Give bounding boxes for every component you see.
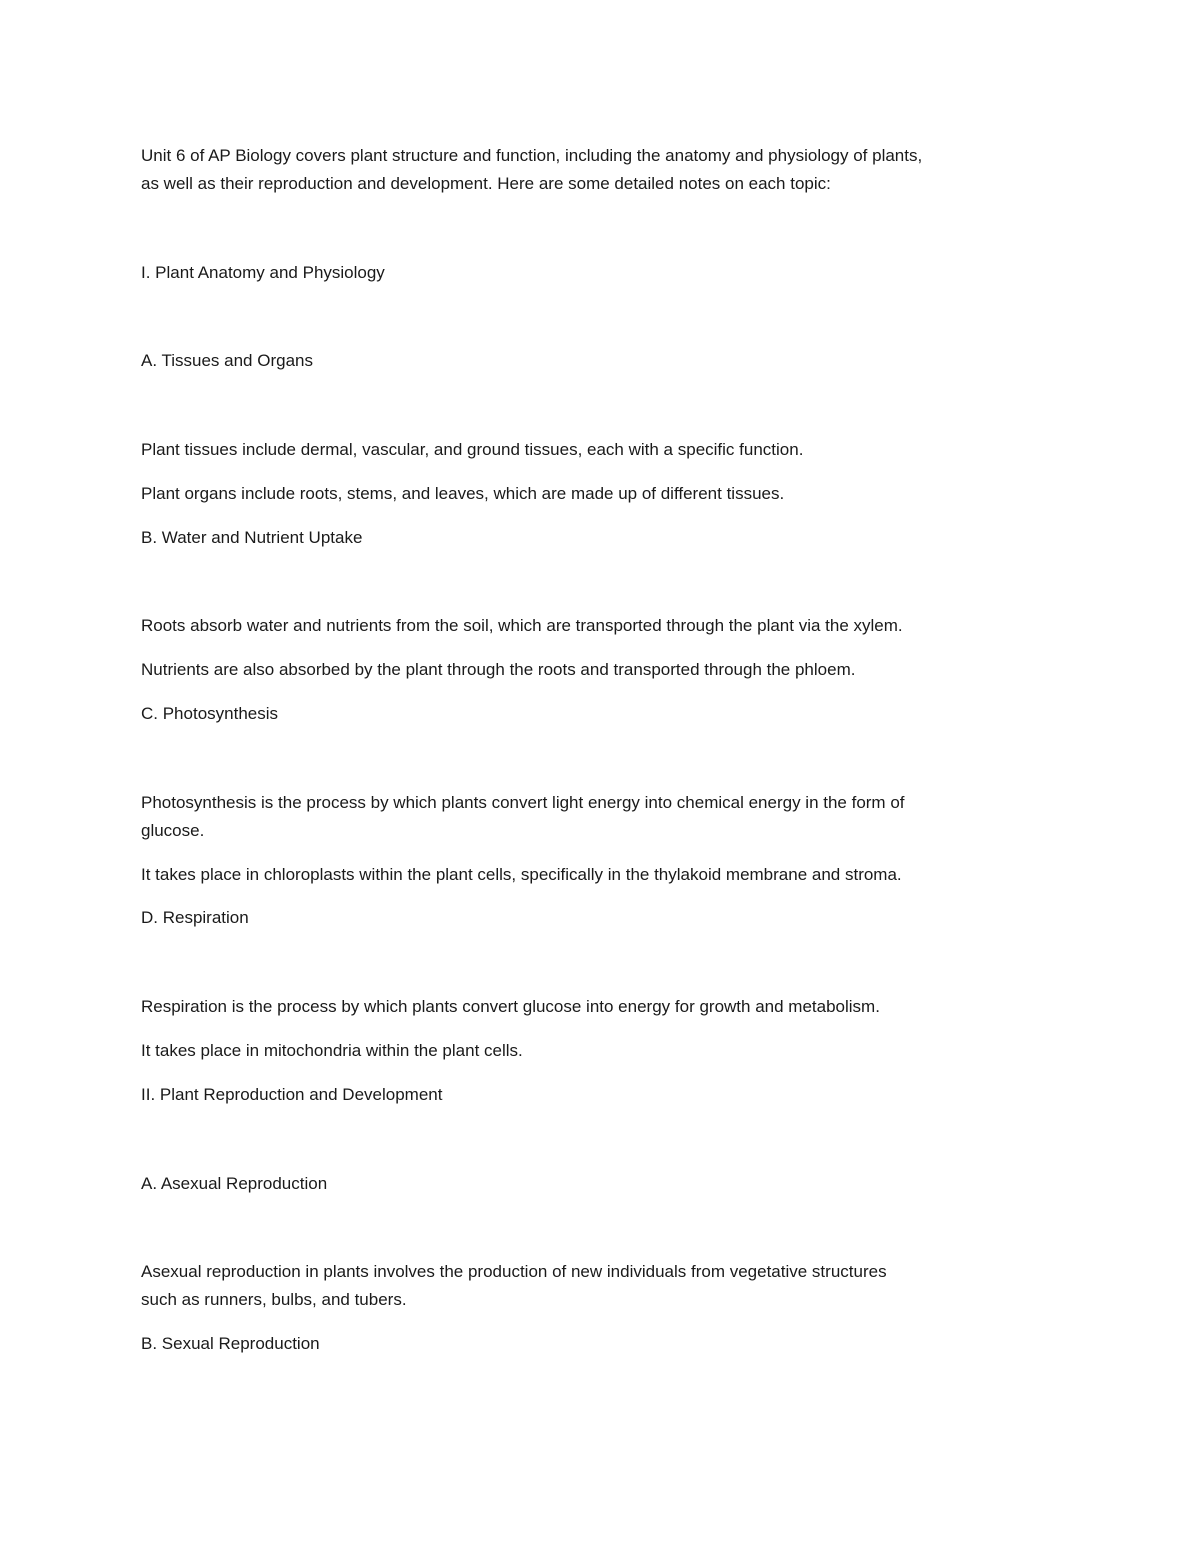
intro-line-2: as well as their reproduction and development. Here are some detailed notes on each topic: <box>141 174 831 193</box>
intro-line-1: Unit 6 of AP Biology covers plant structure and function, including the anatomy and physiology of plants, <box>141 146 923 165</box>
paragraph-nutrients-phloem: Nutrients are also absorbed by the plant through the roots and transported through the phloem. <box>141 660 856 679</box>
paragraph-photosynthesis-line-1: Photosynthesis is the process by which plants convert light energy into chemical energy in the form of <box>141 793 905 812</box>
paragraph-chloroplasts: It takes place in chloroplasts within the plant cells, specifically in the thylakoid membrane and stroma. <box>141 865 902 884</box>
paragraph-plant-organs: Plant organs include roots, stems, and leaves, which are made up of different tissues. <box>141 484 785 503</box>
paragraph-mitochondria: It takes place in mitochondria within the plant cells. <box>141 1041 523 1060</box>
section-heading-plant-anatomy: I. Plant Anatomy and Physiology <box>141 263 385 282</box>
paragraph-asexual-line-2: such as runners, bulbs, and tubers. <box>141 1290 407 1309</box>
paragraph-respiration: Respiration is the process by which plants convert glucose into energy for growth and metabolism. <box>141 997 880 1016</box>
section-heading-plant-reproduction: II. Plant Reproduction and Development <box>141 1085 443 1104</box>
subheading-asexual-reproduction: A. Asexual Reproduction <box>141 1174 328 1193</box>
paragraph-plant-tissues: Plant tissues include dermal, vascular, and ground tissues, each with a specific function. <box>141 440 804 459</box>
subheading-water-nutrient: B. Water and Nutrient Uptake <box>141 528 363 547</box>
paragraph-photosynthesis-line-2: glucose. <box>141 821 205 840</box>
paragraph-asexual-line-1: Asexual reproduction in plants involves the production of new individuals from vegetative structures <box>141 1262 887 1281</box>
subheading-tissues-organs: A. Tissues and Organs <box>141 351 313 370</box>
paragraph-roots-absorb: Roots absorb water and nutrients from the soil, which are transported through the plant via the xylem. <box>141 616 903 635</box>
subheading-photosynthesis: C. Photosynthesis <box>141 704 279 723</box>
subheading-respiration: D. Respiration <box>141 908 249 927</box>
subheading-sexual-reproduction: B. Sexual Reproduction <box>141 1334 320 1353</box>
